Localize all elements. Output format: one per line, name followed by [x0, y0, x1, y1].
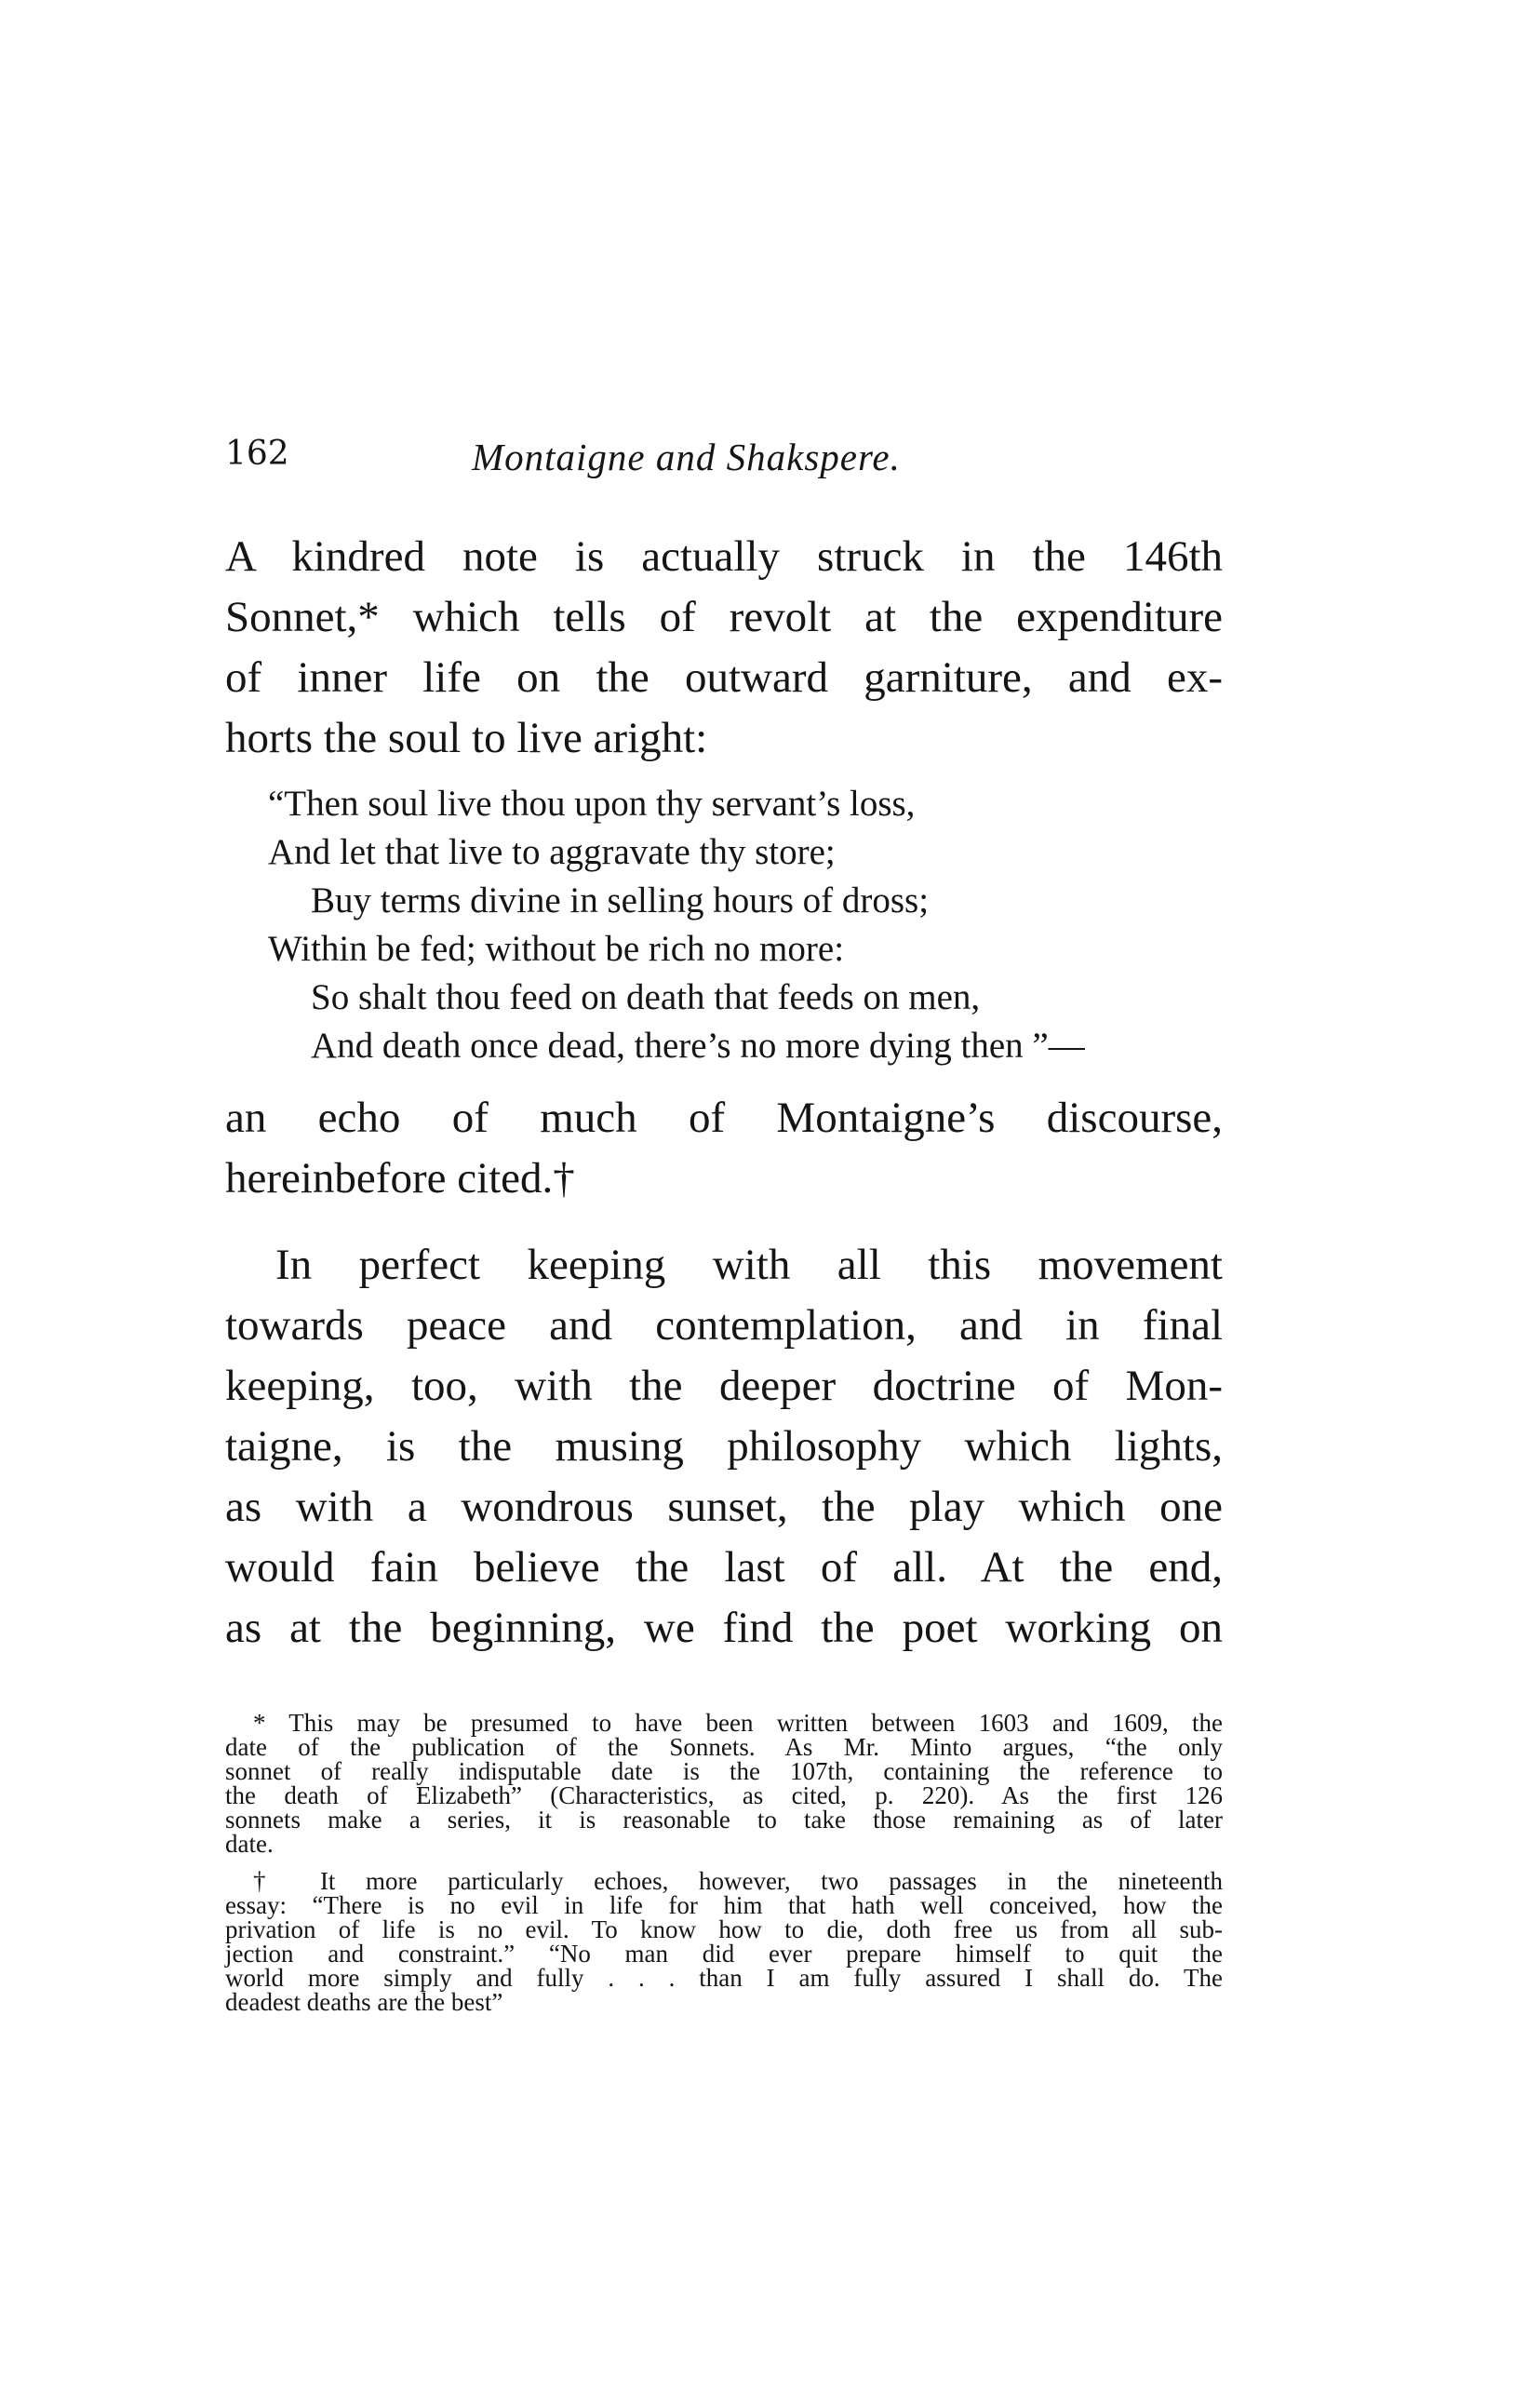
- poem-line: And death once dead, there’s no more dying then ”—: [311, 1026, 1085, 1066]
- text-line: towards peace and contemplation, and in final: [225, 1301, 1223, 1350]
- running-title: Montaigne and Shakspere.: [472, 436, 901, 478]
- text-line: In perfect keeping with all this movement: [275, 1241, 1223, 1289]
- footnote-dagger: [225, 1869, 1223, 2014]
- footnote-line: sonnets make a series, it is reasonable to take those remaining as of later: [225, 1806, 1223, 1834]
- paragraph-1: [225, 527, 1223, 769]
- footnote-line: * This may be presumed to have been written between 1603 and 1609, the: [253, 1709, 1223, 1737]
- poem-line: And let that live to aggravate thy store;: [268, 832, 836, 872]
- footnote-asterisk: [225, 1711, 1223, 1856]
- footnote-line: sonnet of really indisputable date is the 107th, containing the reference to: [225, 1757, 1223, 1785]
- text-line: as at the beginning, we find the poet working on: [225, 1604, 1223, 1652]
- text-line: Sonnet,* which tells of revolt at the expenditure: [225, 593, 1223, 641]
- text-line: A kindred note is actually struck in the 146th: [225, 532, 1223, 581]
- poem-line: Buy terms divine in selling hours of dross;: [311, 880, 930, 920]
- footnote-line: jection and constraint.” “No man did ever prepare himself to quit the: [225, 1940, 1223, 1968]
- footnote-line: date of the publication of the Sonnets. As Mr. Minto argues, “the only: [225, 1733, 1223, 1761]
- text-line: keeping, too, with the deeper doctrine of Mon-: [225, 1362, 1223, 1410]
- footnote-line: † It more particularly echoes, however, two passages in the nineteenth: [253, 1867, 1223, 1895]
- sonnet-quotation: [268, 780, 1085, 1070]
- paragraph-2: [225, 1088, 1223, 1209]
- poem-line: Within be fed; without be rich no more:: [268, 929, 845, 969]
- footnote-line: deadest deaths are the best”: [225, 1988, 503, 2016]
- text-line: of inner life on the outward garniture, and ex-: [225, 653, 1223, 702]
- poem-line: So shalt thou feed on death that feeds on men,: [311, 977, 981, 1017]
- text-line: an echo of much of Montaigne’s discourse,: [225, 1094, 1223, 1142]
- footnote-line: essay: “There is no evil in life for him that hath well conceived, how the: [225, 1891, 1223, 1919]
- footnote-line: world more simply and fully . . . than I am fully assured I shall do. The: [225, 1964, 1223, 1992]
- footnote-line: privation of life is no evil. To know how to die, doth free us from all sub-: [225, 1915, 1223, 1943]
- footnotes: [225, 1711, 1223, 2014]
- text-line: taigne, is the musing philosophy which lights,: [225, 1422, 1223, 1471]
- text-line: horts the soul to live aright:: [225, 714, 708, 762]
- footnote-line: date.: [225, 1830, 274, 1858]
- text-line: would fain believe the last of all. At the end,: [225, 1543, 1223, 1592]
- page-number: 162: [225, 435, 289, 473]
- footnote-line: the death of Elizabeth” (Characteristics, as cited, p. 220). As the first 126: [225, 1781, 1223, 1809]
- paragraph-3: [225, 1235, 1223, 1659]
- poem-line: “Then soul live thou upon thy servant’s loss,: [268, 784, 916, 824]
- page-header: [225, 435, 1249, 490]
- text-line: as with a wondrous sunset, the play which one: [225, 1483, 1223, 1531]
- text-line: hereinbefore cited.†: [225, 1154, 575, 1202]
